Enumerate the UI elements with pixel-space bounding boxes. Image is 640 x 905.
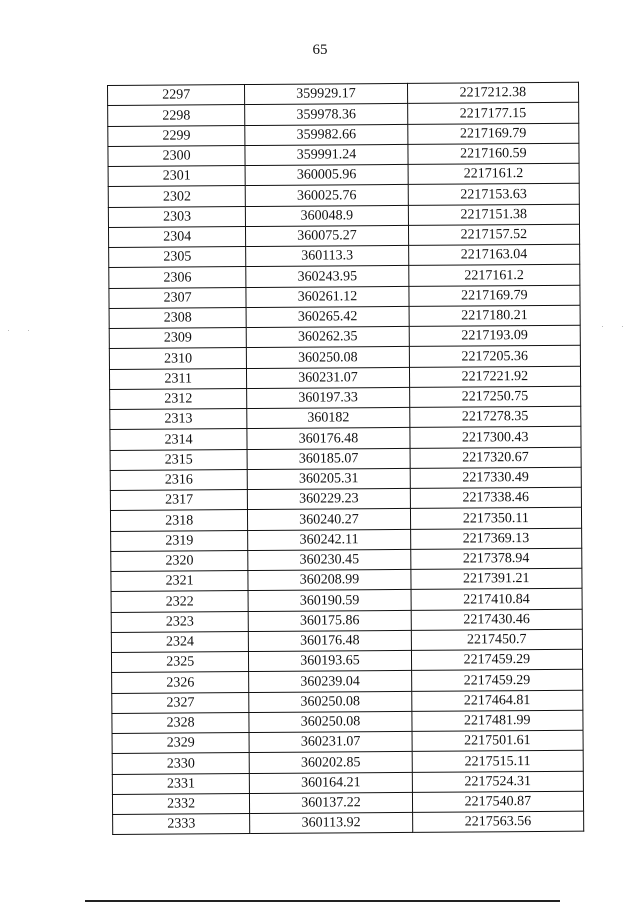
x-coordinate-cell: 360250.08 (249, 691, 411, 712)
x-coordinate-cell: 360025.76 (246, 185, 408, 206)
x-coordinate-cell: 360208.99 (248, 569, 410, 590)
y-coordinate-cell: 2217163.04 (408, 244, 579, 265)
x-coordinate-cell: 360250.08 (247, 347, 409, 368)
table-row (111, 568, 582, 592)
y-coordinate-cell: 2217501.61 (412, 730, 583, 751)
x-coordinate-cell: 360193.65 (249, 650, 411, 671)
x-coordinate-cell: 360231.07 (249, 731, 411, 752)
y-coordinate-cell: 2217464.81 (411, 690, 582, 711)
y-coordinate-cell: 2217430.46 (411, 609, 582, 630)
y-coordinate-cell: 2217169.79 (407, 123, 578, 144)
table-row (108, 82, 579, 106)
table-row (109, 345, 580, 369)
y-coordinate-cell: 2217221.92 (409, 366, 580, 387)
point-id-cell: 2312 (110, 388, 247, 409)
y-coordinate-cell: 2217459.29 (411, 669, 582, 690)
point-id-cell: 2329 (112, 733, 249, 754)
y-coordinate-cell: 2217161.2 (408, 264, 579, 285)
x-coordinate-cell: 360113.92 (250, 812, 412, 833)
x-coordinate-cell: 360048.9 (246, 205, 408, 226)
y-coordinate-cell: 2217212.38 (407, 82, 578, 103)
table-row (108, 123, 579, 147)
table-row (110, 447, 581, 471)
point-id-cell: 2311 (109, 368, 246, 389)
point-id-cell: 2326 (112, 672, 249, 693)
y-coordinate-cell: 2217459.29 (411, 649, 582, 670)
x-coordinate-cell: 360261.12 (246, 286, 408, 307)
table-row (109, 244, 580, 268)
y-coordinate-cell: 2217153.63 (408, 183, 579, 204)
coordinate-table (107, 82, 584, 836)
y-coordinate-cell: 2217205.36 (409, 345, 580, 366)
table-row (108, 102, 579, 126)
point-id-cell: 2307 (109, 287, 246, 308)
table-row (108, 163, 579, 187)
point-id-cell: 2317 (110, 490, 247, 511)
table-row (110, 467, 581, 491)
point-id-cell: 2332 (112, 793, 249, 814)
table-row (108, 143, 579, 167)
point-id-cell: 2318 (110, 510, 247, 531)
table-row (112, 669, 583, 693)
table-row (111, 548, 582, 572)
table-row (111, 588, 582, 612)
y-coordinate-cell: 2217320.67 (410, 447, 581, 468)
x-coordinate-cell: 359929.17 (245, 83, 407, 104)
table-row (112, 750, 583, 774)
y-coordinate-cell: 2217338.46 (410, 487, 581, 508)
y-coordinate-cell: 2217450.7 (411, 629, 582, 650)
x-coordinate-cell: 360202.85 (249, 752, 411, 773)
x-coordinate-cell: 360075.27 (246, 225, 408, 246)
table-row (110, 406, 581, 430)
x-coordinate-cell: 360239.04 (249, 671, 411, 692)
point-id-cell: 2327 (112, 692, 249, 713)
point-id-cell: 2297 (108, 85, 245, 106)
y-coordinate-cell: 2217278.35 (409, 406, 580, 427)
y-coordinate-cell: 2217410.84 (411, 588, 582, 609)
point-id-cell: 2305 (109, 247, 246, 268)
table-row (112, 771, 583, 795)
x-coordinate-cell: 360176.48 (247, 428, 409, 449)
scan-speck (28, 330, 29, 331)
y-coordinate-cell: 2217391.21 (411, 568, 582, 589)
table-row (109, 285, 580, 309)
x-coordinate-cell: 359978.36 (245, 104, 407, 125)
point-id-cell: 2298 (108, 105, 245, 126)
point-id-cell: 2319 (111, 530, 248, 551)
x-coordinate-cell: 360175.86 (248, 610, 410, 631)
table-row (112, 730, 583, 754)
x-coordinate-cell: 359991.24 (245, 144, 407, 165)
x-coordinate-cell: 360190.59 (248, 590, 410, 611)
point-id-cell: 2310 (109, 348, 246, 369)
scan-speck (8, 330, 9, 331)
point-id-cell: 2330 (112, 753, 249, 774)
y-coordinate-cell: 2217250.75 (409, 386, 580, 407)
table-row (111, 609, 582, 633)
point-id-cell: 2331 (112, 773, 249, 794)
point-id-cell: 2309 (109, 328, 246, 349)
table-row (112, 710, 583, 734)
x-coordinate-cell: 360176.48 (249, 630, 411, 651)
point-id-cell: 2323 (111, 611, 248, 632)
y-coordinate-cell: 2217369.13 (410, 528, 581, 549)
x-coordinate-cell: 360137.22 (250, 792, 412, 813)
point-id-cell: 2313 (110, 409, 247, 430)
x-coordinate-cell: 360197.33 (247, 387, 409, 408)
y-coordinate-cell: 2217350.11 (410, 507, 581, 528)
point-id-cell: 2314 (110, 429, 247, 450)
y-coordinate-cell: 2217160.59 (408, 143, 579, 164)
x-coordinate-cell: 360265.42 (246, 306, 408, 327)
point-id-cell: 2328 (112, 712, 249, 733)
point-id-cell: 2320 (111, 550, 248, 571)
point-id-cell: 2315 (110, 449, 247, 470)
x-coordinate-cell: 360185.07 (247, 448, 409, 469)
point-id-cell: 2308 (109, 307, 246, 328)
x-coordinate-cell: 360005.96 (245, 164, 407, 185)
table-row (112, 690, 583, 714)
table-row (108, 204, 579, 228)
x-coordinate-cell: 360164.21 (250, 772, 412, 793)
point-id-cell: 2321 (111, 571, 248, 592)
y-coordinate-cell: 2217157.52 (408, 224, 579, 245)
point-id-cell: 2322 (111, 591, 248, 612)
table-row (110, 386, 581, 410)
x-coordinate-cell: 360205.31 (247, 468, 409, 489)
table-row (111, 629, 582, 653)
y-coordinate-cell: 2217563.56 (412, 811, 583, 832)
y-coordinate-cell: 2217151.38 (408, 204, 579, 225)
point-id-cell: 2299 (108, 125, 245, 146)
point-id-cell: 2303 (108, 206, 245, 227)
x-coordinate-cell: 359982.66 (245, 124, 407, 145)
y-coordinate-cell: 2217177.15 (407, 102, 578, 123)
point-id-cell: 2304 (108, 226, 245, 247)
point-id-cell: 2306 (109, 267, 246, 288)
x-coordinate-cell: 360262.35 (246, 326, 408, 347)
table-row (113, 811, 584, 835)
scan-bottom-edge (85, 900, 560, 902)
point-id-cell: 2324 (111, 631, 248, 652)
point-id-cell: 2325 (111, 652, 248, 673)
x-coordinate-cell: 360240.27 (248, 509, 410, 530)
x-coordinate-cell: 360182 (247, 407, 409, 428)
point-id-cell: 2333 (113, 814, 250, 835)
table-row (109, 264, 580, 288)
table-row (111, 649, 582, 673)
scan-speck (622, 326, 623, 327)
y-coordinate-cell: 2217378.94 (410, 548, 581, 569)
x-coordinate-cell: 360250.08 (249, 711, 411, 732)
y-coordinate-cell: 2217161.2 (408, 163, 579, 184)
x-coordinate-cell: 360243.95 (246, 266, 408, 287)
table-row (110, 487, 581, 511)
table-row (110, 426, 581, 450)
table-row (111, 528, 582, 552)
y-coordinate-cell: 2217524.31 (412, 771, 583, 792)
y-coordinate-cell: 2217481.99 (412, 710, 583, 731)
point-id-cell: 2316 (110, 469, 247, 490)
y-coordinate-cell: 2217330.49 (410, 467, 581, 488)
x-coordinate-cell: 360229.23 (248, 488, 410, 509)
y-coordinate-cell: 2217193.09 (409, 325, 580, 346)
x-coordinate-cell: 360242.11 (248, 529, 410, 550)
y-coordinate-cell: 2217300.43 (410, 426, 581, 447)
y-coordinate-cell: 2217169.79 (409, 285, 580, 306)
table-row (109, 366, 580, 390)
table-row (108, 224, 579, 248)
x-coordinate-cell: 360230.45 (248, 549, 410, 570)
page-number: 65 (312, 42, 328, 58)
table-row (110, 507, 581, 531)
x-coordinate-cell: 360231.07 (247, 367, 409, 388)
scan-speck (602, 326, 603, 327)
point-id-cell: 2300 (108, 145, 245, 166)
table-row (108, 183, 579, 207)
coordinate-table-body (108, 82, 584, 835)
x-coordinate-cell: 360113.3 (246, 245, 408, 266)
y-coordinate-cell: 2217515.11 (412, 750, 583, 771)
point-id-cell: 2301 (108, 166, 245, 187)
y-coordinate-cell: 2217540.87 (412, 791, 583, 812)
table-row (109, 305, 580, 329)
point-id-cell: 2302 (108, 186, 245, 207)
y-coordinate-cell: 2217180.21 (409, 305, 580, 326)
table-row (112, 791, 583, 815)
table-row (109, 325, 580, 349)
